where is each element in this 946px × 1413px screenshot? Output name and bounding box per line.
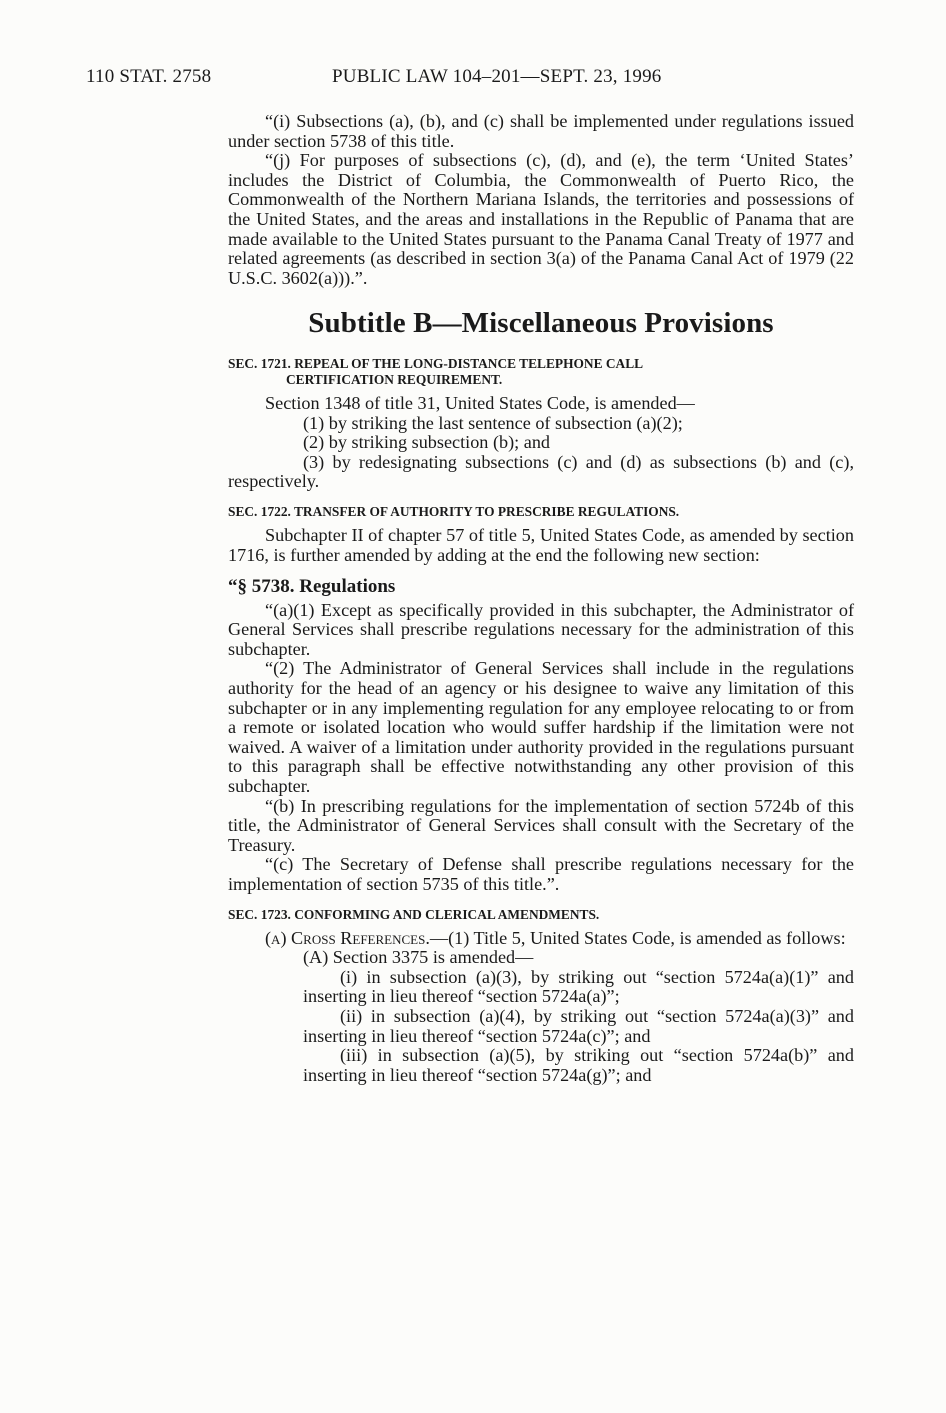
sec-1723-heading: SEC. 1723. CONFORMING AND CLERICAL AMENDMENTS. xyxy=(228,906,600,922)
running-header xyxy=(86,66,662,88)
body-text xyxy=(228,112,854,1085)
sec-5738-a2: “(2) The Administrator of General Services shall include in the regulations authority for the head of an agency or his designee to waive any limitation of this subchapter or in any implementing regulation for any employee relocating to or from a remote or isolated location who would suffer hardship if the limitation were not waived. A waiver of a limitation under authority provided in the regulations pursuant to this paragraph shall be effective notwithstanding any other provision of this subchapter. xyxy=(228,658,854,797)
sec-1721-intro: Section 1348 of title 31, United States Code, is amended— xyxy=(265,392,695,413)
subsection-i: “(i) Subsections (a), (b), and (c) shall be implemented under regulations issued under section 5738 of this title. xyxy=(228,111,854,151)
sec-5738-b: “(b) In prescribing regulations for the implementation of section 5724b of this title, the Administrator of General Services shall consult with the Secretary of the Treasury. xyxy=(228,795,854,855)
sec-5738-a1: “(a)(1) Except as specifically provided in this subchapter, the Administrator of General Services shall prescribe regulations necessary for the administration of this subchapter. xyxy=(228,599,854,659)
sec-1722-heading: SEC. 1722. TRANSFER OF AUTHORITY TO PRESCRIBE REGULATIONS. xyxy=(228,503,680,519)
sec-1721-item-3: (3) by redesignating subsections (c) and (d) as subsections (b) and (c), respectively. xyxy=(228,451,854,492)
subsection-j: “(j) For purposes of subsections (c), (d), and (e), the term ‘United States’ includes the District of Columbia, the Commonwealth of Puerto Rico, the Commonwealth of the Northern Mariana Islands, the territories and possessions of the United States, and the areas and installations in the Republic of Panama that are made available to the United States pursuant to the Panama Canal Treaty of 1977 and related agreements (as described in section 3(a) of the Panama Canal Act of 1979 (22 U.S.C. 3602(a))).”. xyxy=(228,150,854,288)
sec-1721-heading-line1: SEC. 1721. REPEAL OF THE LONG-DISTANCE TELEPHONE CALL xyxy=(228,355,644,371)
cross-references-label: (a) Cross References. xyxy=(265,927,430,948)
sec-1723-iii: (iii) in subsection (a)(5), by striking out “section 5724a(b)” and inserting in lieu thereof “section 5724a(g)”; and xyxy=(303,1045,854,1085)
sec-1723-i: (i) in subsection (a)(3), by striking out “section 5724a(a)(1)” and inserting in lieu thereof “section 5724a(a)”; xyxy=(303,966,854,1007)
sec-1723-a xyxy=(228,929,854,949)
page-citation: 110 STAT. 2758 xyxy=(86,66,212,87)
sec-1721-item-1: (1) by striking the last sentence of subsection (a)(2); xyxy=(303,412,683,433)
sec-1722-intro: Subchapter II of chapter 57 of title 5, United States Code, as amended by section 1716, is further amended by adding at the end the following new section: xyxy=(228,524,854,565)
subtitle-heading: Subtitle B—Miscellaneous Provisions xyxy=(308,307,774,340)
sec-1723-ii: (ii) in subsection (a)(4), by striking out “section 5724a(a)(3)” and inserting in lieu thereof “section 5724a(c)”; and xyxy=(303,1005,854,1046)
sec-1721-heading xyxy=(228,356,854,388)
sec-1721-heading-line2: CERTIFICATION REQUIREMENT. xyxy=(286,371,503,387)
sec-1721-item-2: (2) by striking subsection (b); and xyxy=(303,432,551,453)
section-5738-title: “§ 5738. Regulations xyxy=(228,576,396,598)
cross-references-text: —(1) Title 5, United States Code, is amended as follows: xyxy=(429,927,846,948)
sec-5738-c: “(c) The Secretary of Defense shall prescribe regulations necessary for the implementation of section 5735 of this title.”. xyxy=(228,854,854,894)
law-title: PUBLIC LAW 104–201—SEPT. 23, 1996 xyxy=(332,66,662,87)
sec-1723-A: (A) Section 3375 is amended— xyxy=(303,947,534,968)
